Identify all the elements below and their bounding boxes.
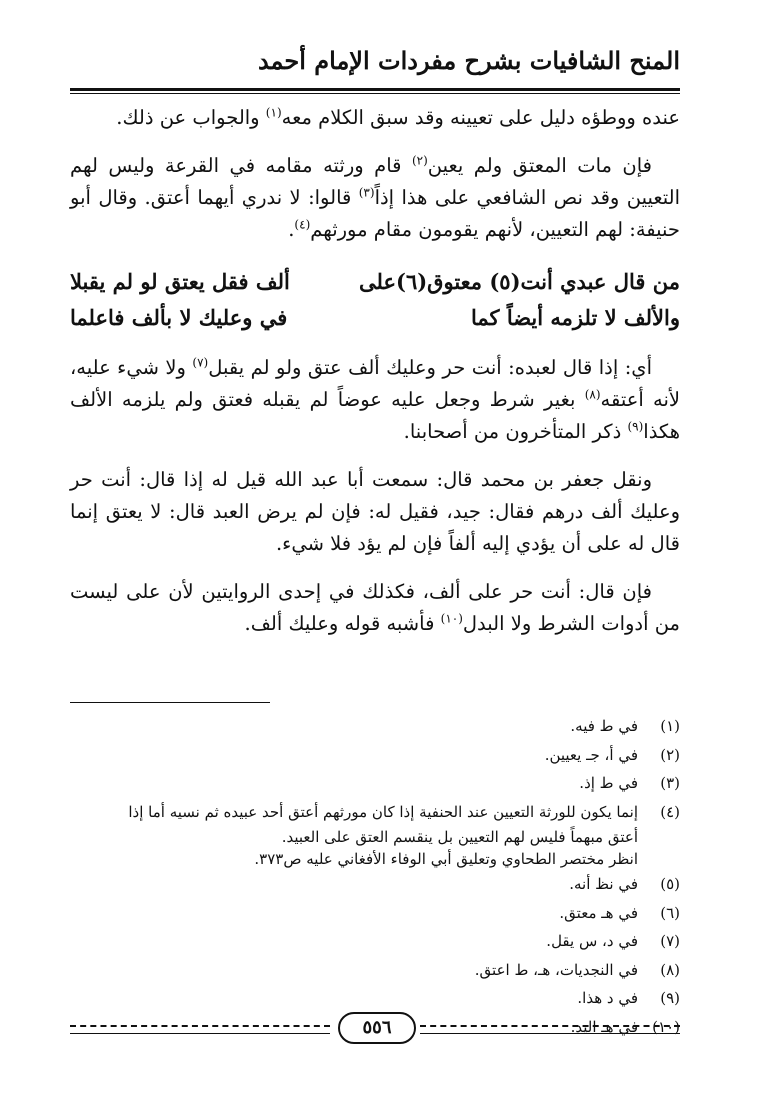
footer-rule-right [420,1025,680,1034]
verse-line-2 [70,300,680,336]
footnote-text: في د هذا. [577,989,638,1007]
footnote-2 [70,741,680,770]
footnote-text: في د، س يقل. [546,932,638,950]
footnote-4-reference: انظر مختصر الطحاوي وتعليق أبي الوفاء الأفغاني عليه ص٣٧٣. [254,850,638,868]
footnote-1 [70,712,680,741]
paragraph-4: ونقل جعفر بن محمد قال: سمعت أبا عبد الله قيل له إذا قال: أنت حر وعليك ألف درهم فقال: جيد، فقيل له: فإن لم يرض العبد قال: لا يعتق إنما قال له على أن يؤدي إليه ألفاً فإن لم يؤد فلا شيء. [70,468,680,555]
verse-hemistich-right: والألف لا تلزمه أيضاً كما [470,305,680,330]
footnote-number: (٣) [660,774,680,792]
footer-rule-left [70,1025,330,1034]
footnote-number: (٤) [660,802,680,821]
poem-verses [70,264,680,336]
header-rule [70,88,680,91]
paragraph-2 [70,150,680,246]
footnote-9 [70,984,680,1013]
header-rule-thin [70,93,680,94]
verse-hemistich-left: ألف فقل يعتق لو لم يقبلا [70,269,290,294]
text: ذكر المتأخرون من أصحابنا. [403,420,628,443]
text: بغير شرط وجعل عليه عوضاً لم يقبله فعتق ولم يلزمه الألف هكذا [70,388,680,443]
main-text [70,102,680,640]
footnote-4-continuation: أعتق مبهماً فليس لهم التعيين بل ينقسم العتق على العبيد. [281,828,638,846]
footnote-text: في ط فيه. [570,717,638,735]
footnote-ref[interactable]: (٨) [584,387,601,402]
footnote-number: (٢) [660,745,680,764]
footnote-ref[interactable]: (٣) [358,185,375,200]
footnote-ref[interactable]: (٩) [627,419,644,434]
footnote-text: في ط إذ. [579,774,638,792]
verse-hemistich-left: في وعليك لا بألف فاعلما [70,305,288,330]
footnote-number: (٧) [660,932,680,950]
verse-line-1 [70,264,680,300]
text: أي: إذا قال لعبده: أنت حر وعليك ألف عتق ولو لم يقبل [208,356,652,379]
text: فأشبه قوله وعليك ألف. [244,612,441,635]
text: عنده ووطؤه دليل على تعيينه وقد سبق الكلام معه [281,106,680,129]
footnote-7 [70,927,680,956]
footnote-number: (٨) [660,960,680,979]
footnote-text: في هـ معتق. [559,903,638,922]
footnote-6 [70,899,680,928]
page-number: ٥٥٦ [338,1012,416,1044]
verse-hemistich-right: من قال عبدي أنت(٥) معتوق(٦)على [359,269,680,294]
book-page [70,40,680,1060]
paragraph-5 [70,576,680,640]
footnote-ref[interactable]: (٤) [294,217,311,232]
footnote-separator [70,702,270,703]
text: ولا شيء عليه، لأنه أعتقه [70,356,680,411]
paragraph-1 [70,102,680,134]
text: فإن مات المعتق ولم يعين [427,154,652,177]
footnote-number: (١٠) [652,1017,680,1036]
text: . [288,218,295,241]
text: قالوا: لا ندري أيهما أعتق. وقال أبو حنيفة: لهم التعيين، لأنهم يقومون مقام مورثهم [70,186,680,241]
footnote-text: في هـ اليد. [570,1017,638,1036]
footnote-5 [70,870,680,899]
footnote-number: (١) [660,717,680,735]
footnote-ref[interactable]: (٧) [192,355,209,370]
footnotes [70,712,680,1041]
text: قام ورثته مقامه في القرعة وليس لهم التعيين وقد نص الشافعي على هذا إذاً [70,154,680,209]
footnote-number: (٦) [660,903,680,922]
footnote-text: إنما يكون للورثة التعيين عند الحنفية إذا كان مورثهم أعتق أحد عبيده ثم نسيه أما إذا [128,802,638,821]
text: والجواب عن ذلك. [116,106,266,129]
text: فإن قال: أنت حر على ألف، فكذلك في إحدى الروايتين لأن على ليست من أدوات الشرط ولا البدل [70,580,680,635]
footnote-text: في النجديات، هـ، ط اعتق. [474,960,638,979]
footnote-8 [70,956,680,985]
footnote-number: (٩) [660,989,680,1007]
footnote-4 [70,798,680,827]
footnote-ref[interactable]: (٢) [411,153,428,168]
running-header: المنح الشافيات بشرح مفردات الإمام أحمد [257,46,680,75]
footnote-ref[interactable]: (١٠) [440,611,463,626]
footnote-3 [70,769,680,798]
footnote-ref[interactable]: (١) [265,105,282,120]
page-footer [70,1012,680,1044]
footnote-text: في أ، جـ يعيين. [544,745,638,764]
footnote-text: في نظ أنه. [569,875,638,893]
paragraph-3 [70,352,680,448]
footnote-number: (٥) [660,875,680,893]
